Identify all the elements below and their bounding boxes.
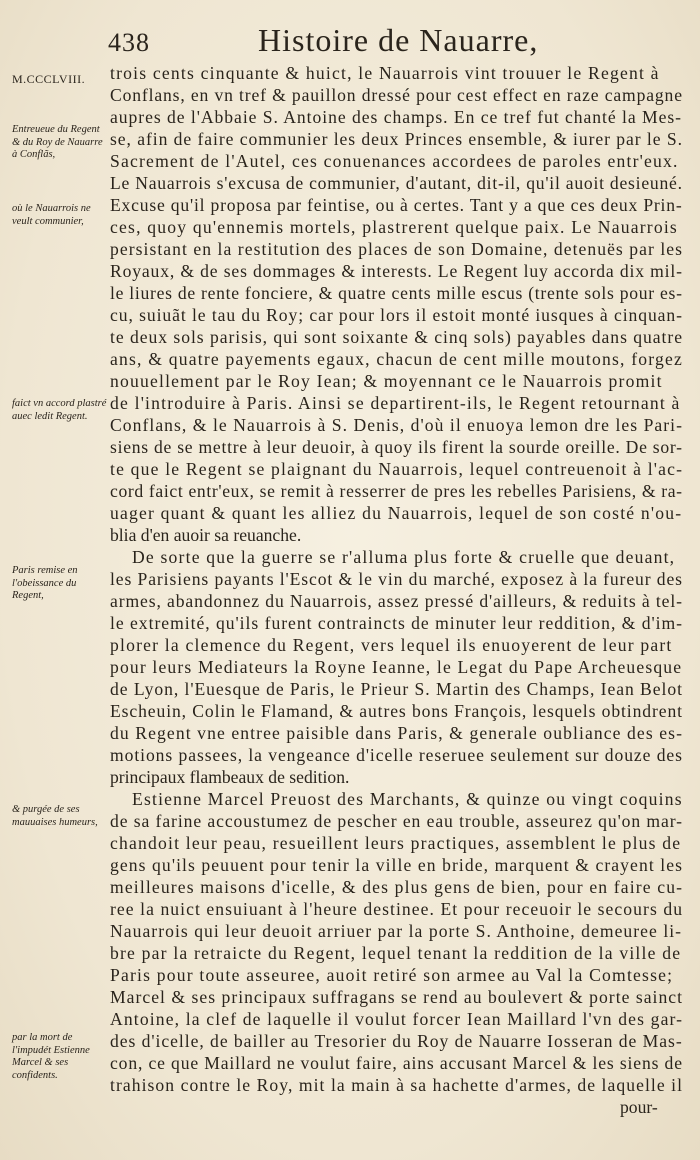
margin-note: où le Nauarrois ne veult communier, (12, 203, 91, 227)
text-line: te que le Regent se plaignant du Nauarrois, lequel contreuenoit à l'ac- (110, 459, 684, 479)
text-line: de sa farine accoustumez de pescher en eau trouble, asseurez qu'on mar- (110, 811, 683, 831)
text-line: ans, & quatre payements egaux, chacun de cent mille moutons, forgez (110, 349, 684, 369)
text-line: Escheuin, Colin le Flamand, & autres bons François, lesquels obtindrent (110, 701, 683, 721)
text-line: Le Nauarrois s'excusa de communier, d'autant, dit-il, qu'il auoit desieuné. (110, 173, 683, 193)
text-line: siens de se mettre à leur deuoir, à quoy ils firent la sourde oreille. De sor- (110, 437, 683, 457)
text-line: Excuse qu'il proposa par feintise, ou à certes. Tant y a que ces deux Prin- (110, 195, 683, 215)
text-line: ree la nuict ensuiuant à l'heure destinee. Et pour receuoir le secours du (110, 899, 684, 919)
margin-note: Paris remise en l'obeissance du Regent, (12, 565, 78, 601)
text-line: motions passees, la vengeance d'icelle reseruee seulement sur douze des (110, 745, 683, 765)
text-line: Sacrement de l'Autel, ces conuenances accordees de paroles entr'eux. (110, 151, 679, 171)
text-line: du Regent vne entree paisible dans Paris, & generale oubliance des es- (110, 723, 684, 743)
text-line: de l'introduire à Paris. Ainsi se departirent-ils, le Regent retournant à (110, 393, 681, 413)
running-title: Histoire de Nauarre, (258, 22, 539, 58)
text-line: principaux flambeaux de sedition. (110, 767, 350, 787)
text-line: nouuellement par le Roy Iean; & moyennant ce le Nauarrois promit (110, 371, 663, 391)
text-line: Paris pour toute asseuree, auoit retiré son armee au Val la Comtesse; (110, 965, 674, 985)
text-line: trois cents cinquante & huict, le Nauarrois vint trouuer le Regent à (110, 63, 660, 83)
margin-year: M.CCCLVIII. (12, 72, 86, 86)
text-line: blia d'en auoir sa reuanche. (110, 525, 302, 545)
text-line: Nauarrois qui leur deuoit arriuer par la porte S. Anthoine, demeuree li- (110, 921, 683, 941)
margin-note: faict vn accord plastré auec ledit Regent. (12, 398, 107, 422)
text-line: De sorte que la guerre se r'alluma plus forte & cruelle que deuant, (132, 547, 676, 567)
text-line: le liures de rente fonciere, & quatre cents mille escus (trente sols pour es- (110, 283, 683, 303)
text-line: con, ce que Maillard ne voulut faire, ains accusant Marcel & les siens de (110, 1053, 683, 1073)
text-line: meilleures maisons d'icelle, & des plus gens de bien, pour en faire cu- (110, 877, 684, 897)
text-line: de Lyon, l'Euesque de Paris, le Prieur S. Martin des Champs, Iean Belot (110, 679, 683, 699)
margin-note: & purgée de ses mauuaises humeurs, (12, 804, 98, 828)
text-line: le extremité, qu'ils furent contraincts de minuter leur reddition, & d'im- (110, 613, 684, 633)
text-line: aupres de l'Abbaie S. Antoine des champs. En ce tref fut chanté la Mes- (110, 107, 682, 127)
text-line: Estienne Marcel Preuost des Marchants, & quinze ou vingt coquins (132, 789, 683, 809)
margin-note: par la mort de l'impudét Estienne Marcel & ses confidents. (12, 1032, 90, 1081)
text-line: plorer la clemence du Regent, vers lequel ils enuoyerent de leur part (110, 635, 673, 655)
text-line: des d'icelle, de bailler au Tresorier du Roy de Nauarre Iosseran de Mas- (110, 1031, 683, 1051)
text-line: cu, suiuãt le tau du Roy; car pour lors il estoit monté iusques à cinquan- (110, 305, 683, 325)
page-header (108, 22, 668, 66)
text-line: chandoit leur peau, resueillent leurs practiques, assemblent le plus de (110, 833, 682, 853)
text-line: Royaux, & de ses dommages & interests. Le Regent luy accorda dix mil- (110, 261, 683, 281)
page-number: 438 (108, 28, 150, 57)
text-line: Antoine, la clef de laquelle il voulut forcer Iean Maillard l'vn des gar- (110, 1009, 684, 1029)
text-line: se, afin de faire communier les deux Princes ensemble, & iurer par le S. (110, 129, 683, 149)
text-line: te deux sols parisis, qui sont soixante & cinq sols) payables dans quatre (110, 327, 683, 347)
text-line: les Parisiens payants l'Escot & le vin du marché, exposez à la fureur des (110, 569, 683, 589)
text-line: persistant en la restitution des places de son Domaine, detenuës par les (110, 239, 684, 259)
text-line: trahison contre le Roy, mit la main à sa hachette d'armes, de laquelle il (110, 1075, 684, 1095)
text-line: cord faict entr'eux, se remit à resserrer de pres les rebelles Parisiens, & ra- (110, 481, 683, 501)
text-line: gens qu'ils peuuent pour tenir la ville en bride, marquent & crayent les (110, 855, 684, 875)
margin-note: Entreueue du Regent & du Roy de Nauarre à Conflãs, (12, 124, 103, 160)
text-line: Conflans, & le Nauarrois à S. Denis, d'où il enuoya lemon dre les Pari- (110, 415, 684, 435)
text-line: pour- (620, 1097, 658, 1117)
text-line: uager quant & quant les alliez du Nauarrois, lequel de son costé n'ou- (110, 503, 683, 523)
text-line: ces, quoy qu'ennemis mortels, plastrerent quelque paix. Le Nauarrois (110, 217, 678, 237)
text-line: bre par la retraicte du Regent, lequel tenant la reddition de la ville de (110, 943, 682, 963)
text-line: armes, abandonnez du Nauarrois, assez pressé d'ailleurs, & reduits à tel- (110, 591, 683, 611)
text-line: pour leurs Mediateurs la Royne Ieanne, le Legat du Pape Archeuesque (110, 657, 683, 677)
text-line: Conflans, en vn tref & pauillon dressé pour cest effect en raze campagne (110, 85, 683, 105)
text-line: Marcel & ses principaux suffragans se rend au boulevert & porte sainct (110, 987, 684, 1007)
